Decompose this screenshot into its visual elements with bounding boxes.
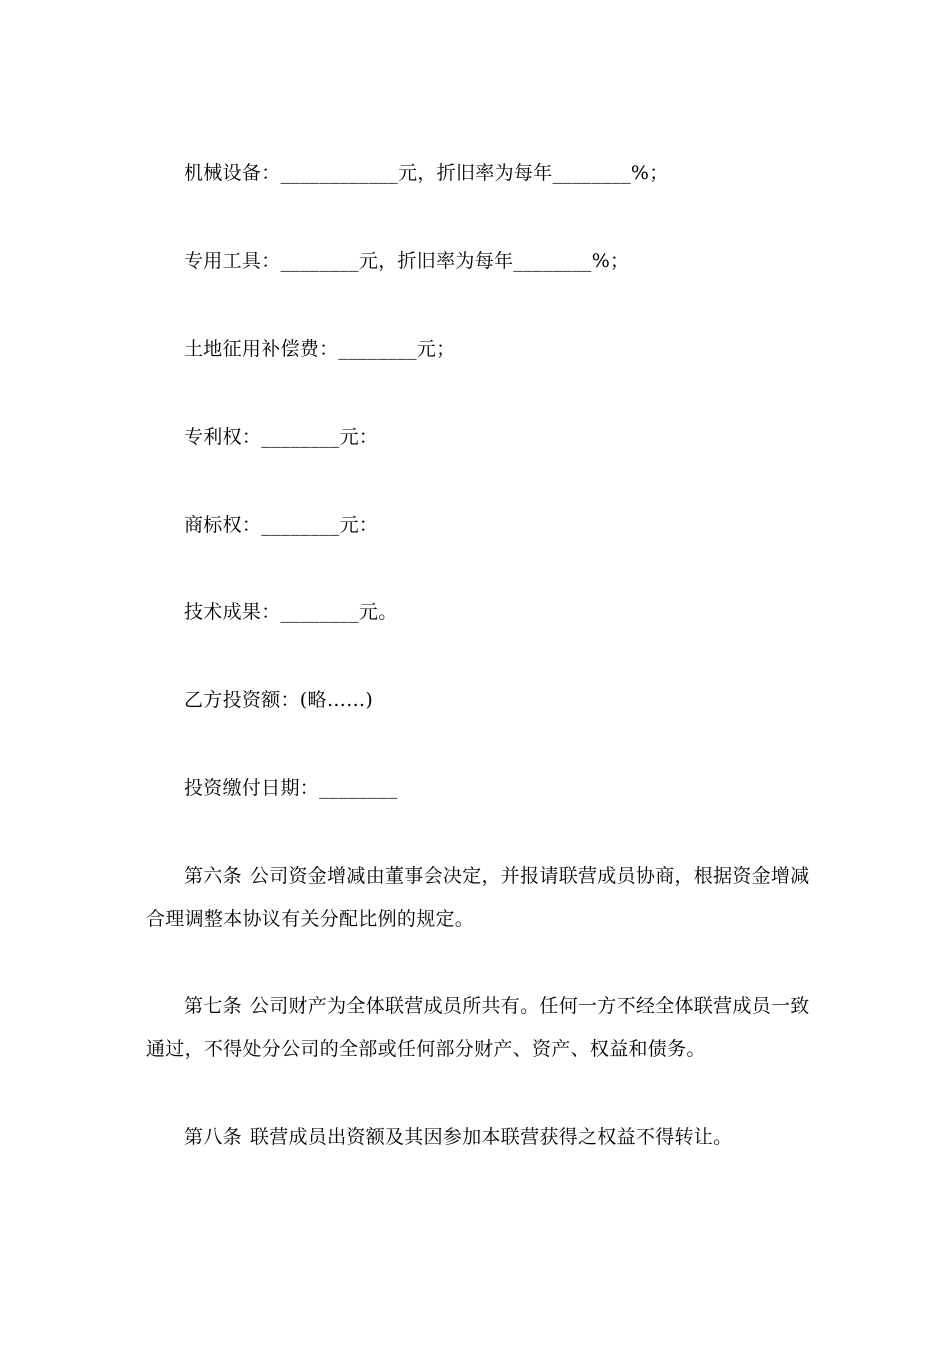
article-7-text-1: 公司财产为全体联营成员所共有。任何一方不经全体联营成员一致 bbox=[249, 995, 810, 1017]
article-7-number: 第七条 bbox=[184, 995, 242, 1017]
article-7-line-1 bbox=[184, 994, 810, 1018]
land-compensation-line: 土地征用补偿费：________元； bbox=[184, 338, 456, 360]
patent-right-line: 专利权：________元： bbox=[184, 426, 379, 448]
article-6-number: 第六条 bbox=[184, 865, 242, 887]
special-tools-line: 专用工具：________元，折旧率为每年________%； bbox=[184, 250, 630, 272]
article-8-line-1 bbox=[184, 1125, 732, 1149]
article-8-text-1: 联营成员出资额及其因参加本联营获得之权益不得转让。 bbox=[249, 1126, 733, 1148]
investment-payment-date-line: 投资缴付日期：________ bbox=[184, 777, 398, 799]
article-6-line-1 bbox=[184, 864, 810, 888]
trademark-right-line: 商标权：________元： bbox=[184, 514, 379, 536]
article-8-number: 第八条 bbox=[184, 1126, 242, 1148]
technical-achievement-line: 技术成果：________元。 bbox=[184, 601, 398, 623]
party-b-investment-line: 乙方投资额：(略……) bbox=[184, 689, 374, 711]
article-6-text-1: 公司资金增减由董事会决定，并报请联营成员协商，根据资金增减 bbox=[249, 865, 810, 887]
machinery-equipment-line: 机械设备：____________元，折旧率为每年________%； bbox=[184, 162, 669, 184]
article-7-line-2: 通过，不得处分公司的全部或任何部分财产、资产、权益和债务。 bbox=[146, 1038, 706, 1060]
article-6-line-2: 合理调整本协议有关分配比例的规定。 bbox=[146, 908, 475, 930]
